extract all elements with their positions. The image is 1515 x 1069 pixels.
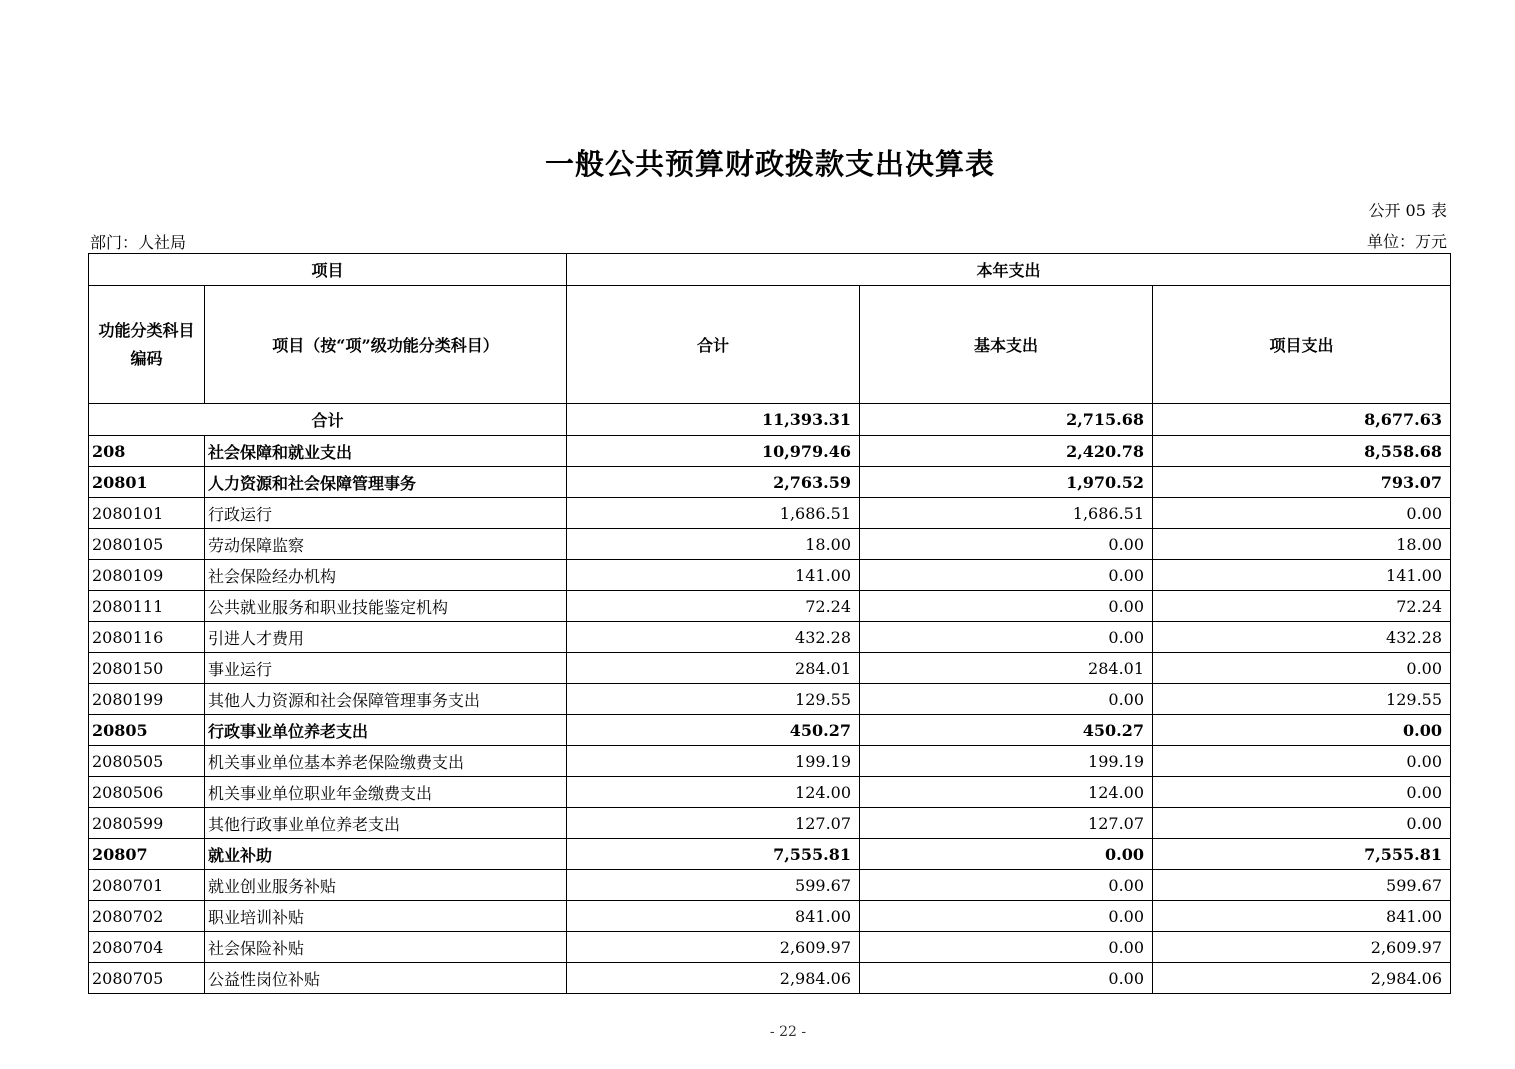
- cell-name: 公共就业服务和职业技能鉴定机构: [205, 591, 567, 622]
- total-row: [89, 404, 1451, 436]
- cell-total: 129.55: [567, 684, 860, 715]
- cell-basic: 284.01: [860, 653, 1153, 684]
- cell-total: 7,555.81: [567, 839, 860, 870]
- header-row-2: [89, 286, 1451, 404]
- cell-code: 20807: [89, 839, 205, 870]
- table-row: [89, 715, 1451, 746]
- table-row: [89, 932, 1451, 963]
- cell-code: 2080705: [89, 963, 205, 994]
- cell-basic: 199.19: [860, 746, 1153, 777]
- header-item-group: 项目: [89, 254, 567, 286]
- cell-total: 450.27: [567, 715, 860, 746]
- header-year-expense: 本年支出: [567, 254, 1451, 286]
- header-row-1: [89, 254, 1451, 286]
- cell-name: 其他行政事业单位养老支出: [205, 808, 567, 839]
- table-row: [89, 808, 1451, 839]
- cell-project: 7,555.81: [1153, 839, 1451, 870]
- table-row: [89, 901, 1451, 932]
- header-basic: 基本支出: [860, 286, 1153, 404]
- cell-basic: 1,970.52: [860, 467, 1153, 498]
- cell-name: 引进人才费用: [205, 622, 567, 653]
- cell-project: 129.55: [1153, 684, 1451, 715]
- cell-basic: 127.07: [860, 808, 1153, 839]
- cell-total: 10,979.46: [567, 436, 860, 467]
- cell-basic: 1,686.51: [860, 498, 1153, 529]
- cell-code: 2080150: [89, 653, 205, 684]
- page-title: 一般公共预算财政拨款支出决算表: [544, 147, 995, 181]
- cell-total: 72.24: [567, 591, 860, 622]
- header-item-name: 项目（按“项”级功能分类科目）: [205, 286, 567, 404]
- cell-project: 0.00: [1153, 746, 1451, 777]
- cell-code: 2080101: [89, 498, 205, 529]
- table-row: [89, 870, 1451, 901]
- cell-project: 2,984.06: [1153, 963, 1451, 994]
- cell-project: 841.00: [1153, 901, 1451, 932]
- cell-total: 127.07: [567, 808, 860, 839]
- form-number: 公开 05 表: [1368, 201, 1447, 220]
- cell-name: 就业补助: [205, 839, 567, 870]
- cell-name: 社会保险补贴: [205, 932, 567, 963]
- cell-basic: 0.00: [860, 529, 1153, 560]
- cell-code: 2080111: [89, 591, 205, 622]
- cell-total: 1,686.51: [567, 498, 860, 529]
- cell-total: 2,609.97: [567, 932, 860, 963]
- cell-name: 社会保障和就业支出: [205, 436, 567, 467]
- cell-name: 职业培训补贴: [205, 901, 567, 932]
- cell-name: 机关事业单位基本养老保险缴费支出: [205, 746, 567, 777]
- table-row: [89, 777, 1451, 808]
- cell-basic: 0.00: [860, 932, 1153, 963]
- cell-basic: 450.27: [860, 715, 1153, 746]
- total-basic: 2,715.68: [860, 404, 1153, 436]
- cell-name: 劳动保障监察: [205, 529, 567, 560]
- table-row: [89, 684, 1451, 715]
- cell-code: 2080599: [89, 808, 205, 839]
- cell-project: 141.00: [1153, 560, 1451, 591]
- unit-label: 单位：万元: [1366, 232, 1447, 251]
- cell-basic: 2,420.78: [860, 436, 1153, 467]
- cell-basic: 0.00: [860, 560, 1153, 591]
- table-row: [89, 529, 1451, 560]
- expense-table: [88, 253, 1451, 994]
- header-project: 项目支出: [1153, 286, 1451, 404]
- cell-total: 599.67: [567, 870, 860, 901]
- cell-name: 行政事业单位养老支出: [205, 715, 567, 746]
- table-row: [89, 560, 1451, 591]
- cell-project: 2,609.97: [1153, 932, 1451, 963]
- table-row: [89, 746, 1451, 777]
- cell-total: 432.28: [567, 622, 860, 653]
- cell-project: 599.67: [1153, 870, 1451, 901]
- cell-project: 432.28: [1153, 622, 1451, 653]
- cell-basic: 0.00: [860, 622, 1153, 653]
- table-row: [89, 839, 1451, 870]
- cell-project: 0.00: [1153, 808, 1451, 839]
- total-label: 合计: [89, 404, 567, 436]
- cell-project: 0.00: [1153, 498, 1451, 529]
- cell-basic: 124.00: [860, 777, 1153, 808]
- cell-code: 208: [89, 436, 205, 467]
- table-row: [89, 591, 1451, 622]
- table-row: [89, 467, 1451, 498]
- cell-code: 2080199: [89, 684, 205, 715]
- table-row: [89, 963, 1451, 994]
- cell-total: 284.01: [567, 653, 860, 684]
- cell-basic: 0.00: [860, 839, 1153, 870]
- cell-name: 机关事业单位职业年金缴费支出: [205, 777, 567, 808]
- cell-code: 20805: [89, 715, 205, 746]
- cell-name: 行政运行: [205, 498, 567, 529]
- cell-basic: 0.00: [860, 901, 1153, 932]
- cell-code: 2080702: [89, 901, 205, 932]
- page-number: - 22 -: [769, 1024, 807, 1040]
- cell-total: 141.00: [567, 560, 860, 591]
- cell-project: 18.00: [1153, 529, 1451, 560]
- cell-name: 公益性岗位补贴: [205, 963, 567, 994]
- total-amount: 11,393.31: [567, 404, 860, 436]
- cell-project: 0.00: [1153, 777, 1451, 808]
- cell-basic: 0.00: [860, 591, 1153, 622]
- cell-basic: 0.00: [860, 963, 1153, 994]
- cell-name: 社会保险经办机构: [205, 560, 567, 591]
- header-code: 功能分类科目编码: [89, 286, 205, 404]
- table-row: [89, 653, 1451, 684]
- cell-total: 199.19: [567, 746, 860, 777]
- cell-total: 124.00: [567, 777, 860, 808]
- header-total: 合计: [567, 286, 860, 404]
- cell-basic: 0.00: [860, 870, 1153, 901]
- cell-name: 事业运行: [205, 653, 567, 684]
- table-row: [89, 436, 1451, 467]
- cell-code: 20801: [89, 467, 205, 498]
- department-label: 部门：人社局: [90, 233, 187, 252]
- cell-name: 其他人力资源和社会保障管理事务支出: [205, 684, 567, 715]
- cell-total: 841.00: [567, 901, 860, 932]
- cell-project: 793.07: [1153, 467, 1451, 498]
- cell-total: 2,984.06: [567, 963, 860, 994]
- cell-code: 2080105: [89, 529, 205, 560]
- table-row: [89, 622, 1451, 653]
- cell-name: 就业创业服务补贴: [205, 870, 567, 901]
- cell-project: 72.24: [1153, 591, 1451, 622]
- cell-project: 0.00: [1153, 715, 1451, 746]
- cell-project: 0.00: [1153, 653, 1451, 684]
- cell-code: 2080506: [89, 777, 205, 808]
- total-project: 8,677.63: [1153, 404, 1451, 436]
- cell-basic: 0.00: [860, 684, 1153, 715]
- cell-code: 2080505: [89, 746, 205, 777]
- cell-total: 18.00: [567, 529, 860, 560]
- cell-code: 2080701: [89, 870, 205, 901]
- cell-code: 2080704: [89, 932, 205, 963]
- cell-project: 8,558.68: [1153, 436, 1451, 467]
- cell-code: 2080116: [89, 622, 205, 653]
- table-row: [89, 498, 1451, 529]
- cell-total: 2,763.59: [567, 467, 860, 498]
- cell-code: 2080109: [89, 560, 205, 591]
- cell-name: 人力资源和社会保障管理事务: [205, 467, 567, 498]
